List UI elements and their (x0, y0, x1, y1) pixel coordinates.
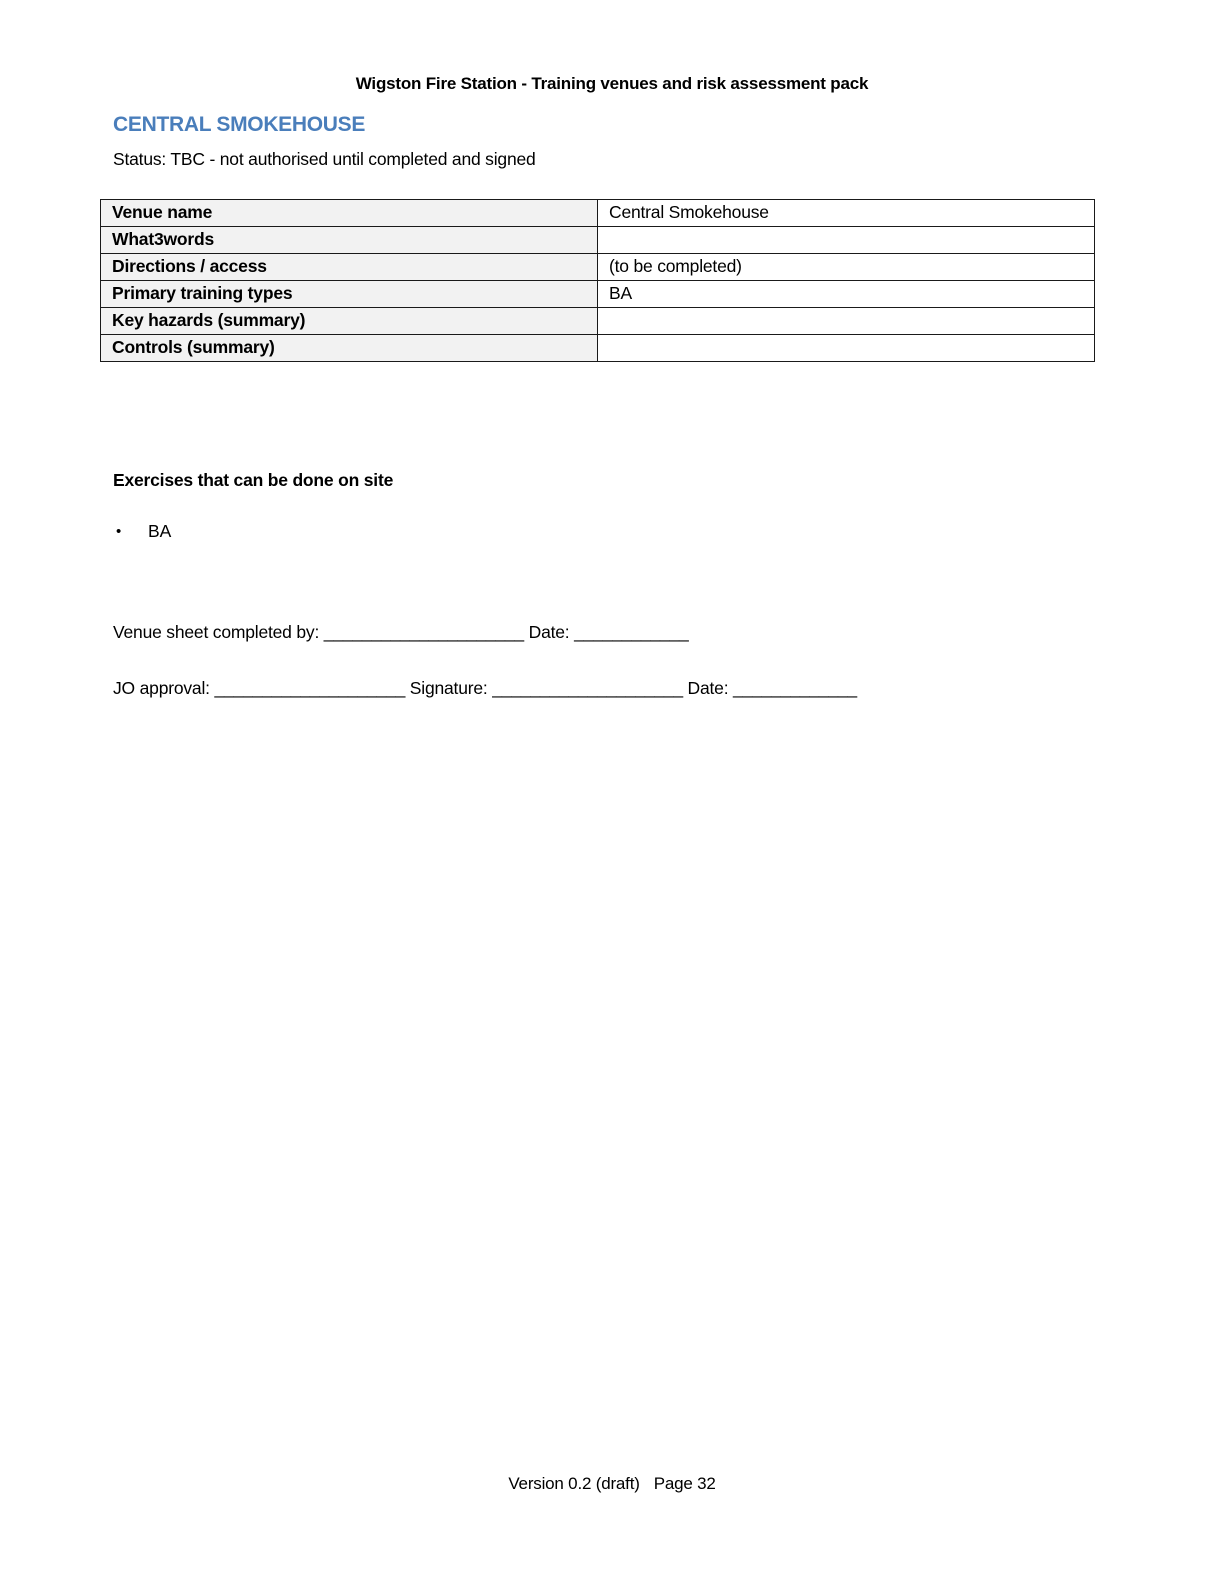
completed-by-signature-line: Venue sheet completed by: _____________________ Date: ____________ (113, 622, 689, 642)
table-row (101, 227, 1095, 254)
row-label-primary-training-types: Primary training types (101, 281, 598, 308)
row-label-controls: Controls (summary) (101, 335, 598, 362)
row-label-directions-access: Directions / access (101, 254, 598, 281)
exercise-item-ba: BA (148, 521, 172, 541)
table-row (101, 335, 1095, 362)
row-value-key-hazards (598, 308, 1095, 335)
row-label-venue-name: Venue name (101, 200, 598, 227)
document-footer (0, 1474, 1224, 1494)
list-item (116, 521, 171, 543)
bullet-marker: • (116, 523, 122, 540)
status-line: Status: TBC - not authorised until completed and signed (113, 149, 536, 169)
table-row (101, 200, 1095, 227)
row-value-directions-access: (to be completed) (598, 254, 1095, 281)
table-row (101, 308, 1095, 335)
jo-approval-signature-line: JO approval: ____________________ Signature: ____________________ Date: _____________ (113, 678, 857, 698)
table-row (101, 281, 1095, 308)
row-value-controls (598, 335, 1095, 362)
row-value-venue-name: Central Smokehouse (598, 200, 1095, 227)
document-header: Wigston Fire Station - Training venues and risk assessment pack (355, 74, 869, 93)
row-value-primary-training-types: BA (598, 281, 1095, 308)
section-title: CENTRAL SMOKEHOUSE (113, 113, 366, 136)
row-label-key-hazards: Key hazards (summary) (101, 308, 598, 335)
row-label-what3words: What3words (101, 227, 598, 254)
exercises-heading: Exercises that can be done on site (113, 470, 394, 490)
table-row (101, 254, 1095, 281)
venue-details-table (100, 199, 1095, 362)
footer-page-number: Page 32 (653, 1474, 716, 1493)
row-value-what3words (598, 227, 1095, 254)
footer-version: Version 0.2 (draft) (508, 1474, 640, 1493)
